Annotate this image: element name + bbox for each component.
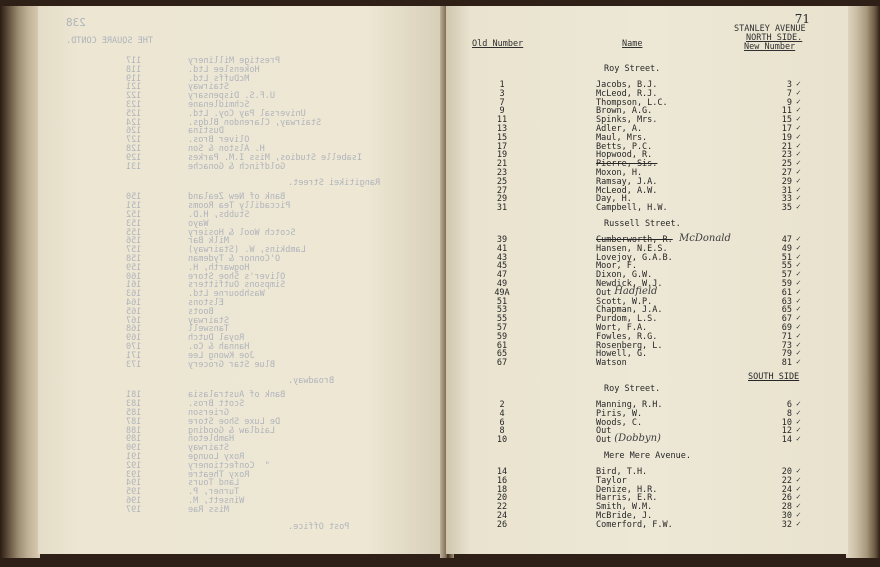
new-number: 27 [781, 168, 792, 178]
bleed-text: Boots [188, 306, 214, 317]
resident-name: Spinks, Mrs. [596, 115, 658, 126]
new-number: 21 [781, 141, 792, 152]
bleed-text: Hannah & Co. [188, 342, 250, 352]
new-number: 35 [781, 203, 792, 214]
new-number: 10 [781, 417, 792, 428]
bleed-text: Simpsons Outfitters [188, 280, 286, 291]
left-page-number: 238 [66, 16, 86, 29]
check-mark-icon: ✓ [796, 175, 801, 185]
bleed-text: O'Connor & Tydeman [188, 254, 281, 264]
bleed-text: Dustina [188, 126, 224, 137]
check-mark-icon: ✓ [796, 407, 801, 417]
bleed-number: 121 [126, 82, 142, 93]
old-number: 6 [499, 417, 505, 428]
bleed-number: 123 [126, 100, 142, 110]
bleed-text: Stairway [188, 315, 229, 326]
new-number: 33 [781, 194, 792, 205]
resident-name: Fowles, R.G. [596, 331, 658, 342]
bleed-number: 128 [126, 144, 142, 154]
new-number: 24 [781, 484, 792, 495]
new-number: 71 [781, 331, 792, 342]
bleed-number: 151 [126, 201, 142, 212]
new-number: 69 [781, 323, 792, 333]
bleed-text: Broadway. [288, 376, 335, 387]
new-number: 61 [781, 287, 792, 298]
new-number: 55 [781, 261, 792, 272]
check-mark-icon: ✓ [796, 330, 801, 340]
old-number: 24 [496, 511, 508, 521]
bleed-number: 126 [126, 126, 142, 137]
old-number: 26 [496, 519, 508, 530]
new-number: 28 [781, 502, 792, 513]
old-number: 59 [496, 331, 508, 342]
bleed-text: Blue Star Grocery [188, 359, 275, 370]
bleed-number: 197 [126, 504, 142, 515]
check-mark-icon: ✓ [796, 357, 801, 367]
check-mark-icon: ✓ [796, 399, 801, 408]
check-mark-icon: ✓ [796, 313, 801, 323]
check-mark-icon: ✓ [796, 131, 801, 141]
new-number: 63 [781, 296, 792, 307]
resident-name: Jacobs, B.J. [596, 80, 658, 90]
bleed-number: 189 [126, 434, 142, 445]
bleed-text: Prestige Millinery [188, 56, 281, 66]
resident-name: Adler, A. [596, 124, 643, 134]
bleed-text: Stairway [188, 443, 229, 454]
old-number: 31 [496, 203, 508, 214]
side-heading: NORTH SIDE. [746, 33, 803, 43]
new-number: 23 [781, 150, 792, 161]
resident-name: Thompson, L.C. [596, 97, 668, 108]
bleed-text: Lambkins, W. (Stairway) [188, 245, 306, 256]
new-number: 29 [781, 176, 792, 187]
old-number: 53 [496, 305, 508, 316]
resident-name: McLeod, A.W. [596, 185, 658, 196]
bleed-number: 165 [126, 306, 142, 317]
check-mark-icon: ✓ [796, 202, 801, 212]
bleed-text: Tanswell [188, 324, 229, 335]
section-title: Roy Street. [604, 384, 661, 394]
new-number: 25 [781, 159, 792, 170]
new-number: 3 [786, 80, 792, 90]
old-number: 19 [496, 150, 508, 161]
resident-name: Comerford, F.W. [596, 519, 673, 530]
bleed-text: Universal Pay Coy. Ltd. [188, 108, 306, 119]
south-side-heading: SOUTH SIDE [748, 372, 800, 382]
bleed-number: 188 [126, 425, 142, 436]
resident-name: Day, H. [596, 194, 632, 205]
table-row [474, 204, 824, 214]
bleed-number: 183 [126, 399, 142, 410]
check-mark-icon: ✓ [796, 242, 801, 252]
check-mark-icon: ✓ [796, 193, 801, 203]
bleed-text: Roxy Lounge [188, 452, 245, 462]
old-number: 20 [496, 493, 508, 504]
resident-name: Moor, F. [596, 261, 637, 272]
resident-name: Cumberworth, R. [596, 235, 673, 245]
old-number: 49A [494, 287, 510, 298]
new-number: 17 [781, 124, 792, 134]
bleed-text: Piccadilly Tea Rooms [188, 201, 291, 212]
resident-name: Maul, Mrs. [596, 132, 648, 143]
resident-name: Piris, W. [596, 408, 643, 419]
bleed-text: Bank of Australasia [188, 390, 286, 401]
check-mark-icon: ✓ [796, 518, 801, 528]
bleed-text: Wayo [188, 218, 209, 229]
bleed-text: Land Tours [188, 478, 240, 489]
section-title: Mere Mere Avenue. [604, 451, 691, 461]
bleed-number: 158 [126, 254, 142, 264]
resident-name: Lovejoy, G.A.B. [596, 252, 673, 263]
resident-name: Brown, A.G. [596, 106, 653, 117]
old-number: 11 [496, 115, 508, 126]
new-number: 26 [781, 493, 792, 504]
bleed-number: 173 [126, 359, 142, 370]
check-mark-icon: ✓ [796, 278, 801, 287]
resident-name: Harris, E.R. [596, 493, 658, 504]
bleed-text: Hokenslee Ltd. [188, 64, 260, 75]
resident-name: Woods, C. [596, 417, 643, 428]
bleed-number: 157 [126, 245, 142, 256]
resident-name: Campbell, H.W. [596, 203, 668, 214]
bleed-text: Royal Dutch [188, 333, 245, 344]
check-mark-icon: ✓ [796, 123, 801, 132]
bleed-text: Milk Bar [188, 236, 229, 247]
new-number: 67 [781, 314, 792, 325]
new-number-header: New Number [744, 42, 796, 52]
new-number: 51 [781, 252, 792, 263]
check-mark-icon: ✓ [796, 295, 801, 305]
bleed-number: 193 [126, 469, 142, 480]
bleed-text: Elstons [188, 298, 224, 308]
left-page [38, 6, 448, 554]
check-mark-icon: ✓ [796, 269, 801, 279]
old-number-header: Old Number [472, 39, 524, 49]
bleed-number: 163 [126, 289, 142, 300]
check-mark-icon: ✓ [796, 466, 801, 475]
bleed-text: Turner, P. [188, 487, 240, 498]
check-mark-icon: ✓ [796, 322, 801, 331]
check-mark-icon: ✓ [796, 251, 801, 261]
check-mark-icon: ✓ [796, 234, 801, 243]
bleed-number: 181 [126, 390, 142, 401]
page-number: 71 [794, 12, 810, 26]
old-number: 55 [496, 314, 508, 325]
old-number: 16 [496, 475, 508, 486]
old-number: 47 [496, 270, 508, 281]
old-number: 41 [496, 243, 508, 254]
street-heading: STANLEY AVENUE [734, 24, 806, 34]
bleed-number: 125 [126, 108, 142, 119]
bleed-text: Rangitikei Street. [288, 178, 381, 189]
new-number: 14 [781, 435, 792, 446]
bleed-text: Goldfinch & Gonache [188, 161, 286, 172]
bleed-text: Grierson [188, 408, 229, 418]
bleed-number: 194 [126, 478, 142, 489]
handwritten-note: (Dobbyn) [614, 433, 661, 445]
bleed-number: 159 [126, 262, 142, 273]
new-number: 9 [786, 97, 792, 108]
old-number: 1 [499, 80, 505, 90]
old-number: 61 [496, 340, 508, 351]
bleed-number: 169 [126, 333, 142, 344]
bleed-text: Joe Kwong Lee [188, 350, 255, 361]
old-number: 67 [496, 358, 508, 369]
old-number: 21 [496, 159, 508, 170]
new-number: 30 [781, 511, 792, 521]
bleed-number: 164 [126, 298, 142, 308]
new-number: 73 [781, 340, 792, 351]
bleed-number: 191 [126, 452, 142, 462]
new-number: 47 [781, 235, 792, 245]
bleed-number: 118 [126, 64, 142, 75]
bleed-number: 124 [126, 117, 142, 128]
bleed-text: Hogwarth, H. [188, 262, 250, 273]
bleed-text: Oliver's Shoe Store [188, 271, 286, 282]
check-mark-icon: ✓ [796, 339, 801, 349]
old-number: 3 [499, 88, 505, 99]
name-header: Name [622, 39, 643, 49]
new-number: 6 [786, 400, 792, 410]
bleed-text: " Confectionery [188, 460, 270, 471]
bleed-text: Schmidlenane [188, 100, 250, 110]
section-title: Roy Street. [604, 64, 661, 74]
check-mark-icon: ✓ [796, 416, 801, 426]
check-mark-icon: ✓ [796, 304, 801, 314]
new-number: 81 [781, 358, 792, 369]
old-number: 65 [496, 349, 508, 360]
old-number: 45 [496, 261, 508, 272]
bleed-number: 127 [126, 135, 142, 146]
old-number: 10 [496, 435, 508, 446]
bleed-number: 122 [126, 91, 142, 102]
bleed-text: Scott Bros. [188, 399, 245, 410]
bleed-text: McDuffs Ltd. [188, 73, 250, 84]
check-mark-icon: ✓ [796, 501, 801, 511]
resident-name: Chapman, J.A. [596, 305, 663, 316]
bleed-number: 171 [126, 350, 142, 361]
resident-name: Smith, W.M. [596, 502, 653, 513]
old-number: 23 [496, 168, 508, 178]
resident-name: McBride, J. [596, 511, 653, 521]
bleed-text: Roxy Theatre [188, 469, 250, 480]
resident-name: Pierre, Sis. [596, 159, 658, 170]
bleed-number: 187 [126, 416, 142, 427]
bleed-text: H. Alston & Son [188, 144, 265, 154]
bleed-number: 155 [126, 227, 142, 238]
resident-name: Watson [596, 358, 627, 369]
resident-name: Moxon, H. [596, 168, 643, 178]
resident-name: Bird, T.H. [596, 467, 648, 477]
check-mark-icon: ✓ [796, 114, 801, 124]
check-mark-icon: ✓ [796, 425, 801, 435]
resident-name: Out [596, 435, 612, 446]
bleed-text: U.F.S. Dispensary [188, 91, 275, 102]
new-number: 65 [781, 305, 792, 316]
new-number: 79 [781, 349, 792, 360]
new-number: 7 [786, 88, 792, 99]
bleed-number: 129 [126, 152, 142, 163]
resident-name: Manning, R.H. [596, 400, 663, 410]
bleed-number: 153 [126, 218, 142, 229]
check-mark-icon: ✓ [796, 96, 801, 106]
old-number: 18 [496, 484, 508, 495]
bleed-number: 168 [126, 324, 142, 335]
old-number: 49 [496, 279, 508, 289]
right-page-edges [846, 6, 880, 558]
new-number: 19 [781, 132, 792, 143]
resident-name: Hansen, N.E.S. [596, 243, 668, 254]
bleed-text: Stairway, Clarendon Bldgs. [188, 117, 322, 128]
bleed-text: Winsett, M. [188, 496, 245, 506]
old-number: 51 [496, 296, 508, 307]
handwritten-note: McDonald [679, 233, 731, 244]
bleed-text: Washbourne Ltd. [188, 289, 265, 300]
new-number: 15 [781, 115, 792, 126]
check-mark-icon: ✓ [796, 105, 801, 115]
bleed-number: 196 [126, 496, 142, 506]
check-mark-icon: ✓ [796, 483, 801, 493]
check-mark-icon: ✓ [796, 348, 801, 358]
check-mark-icon: ✓ [796, 492, 801, 502]
old-number: 25 [496, 176, 508, 187]
new-number: 59 [781, 279, 792, 289]
table-row [474, 359, 824, 369]
old-number: 22 [496, 502, 508, 513]
resident-name: Rosenberg, L. [596, 340, 663, 351]
bleed-text: Oliver Bros. [188, 135, 250, 146]
check-mark-icon: ✓ [796, 260, 801, 270]
new-number: 12 [781, 426, 792, 437]
section-title: Russell Street. [604, 219, 681, 229]
bleed-number: 156 [126, 236, 142, 247]
resident-name: Dixon, G.W. [596, 270, 653, 281]
old-number: 15 [496, 132, 508, 143]
old-number: 7 [499, 97, 505, 108]
bleed-number: 117 [126, 56, 142, 66]
new-number: 31 [781, 185, 792, 196]
resident-name: Taylor [596, 475, 627, 486]
new-number: 57 [781, 270, 792, 281]
check-mark-icon: ✓ [796, 149, 801, 159]
bleed-text: Stubbs, H.D. [188, 210, 250, 220]
bleed-number: 160 [126, 271, 142, 282]
check-mark-icon: ✓ [796, 79, 801, 88]
old-number: 4 [499, 408, 505, 419]
check-mark-icon: ✓ [796, 510, 801, 519]
resident-name: Wort, F.A. [596, 323, 648, 333]
bleed-number: 170 [126, 342, 142, 352]
old-number: 43 [496, 252, 508, 263]
resident-name: Out [596, 426, 612, 437]
table-row [474, 518, 824, 531]
check-mark-icon: ✓ [796, 167, 801, 176]
new-number: 49 [781, 243, 792, 254]
resident-name: Hopwood, R. [596, 150, 653, 161]
old-number: 17 [496, 141, 508, 152]
check-mark-icon: ✓ [796, 140, 801, 150]
check-mark-icon: ✓ [796, 434, 801, 444]
old-number: 9 [499, 106, 505, 117]
bleed-number: 161 [126, 280, 142, 291]
resident-name: Newdick, W.J. [596, 279, 663, 289]
old-number: 2 [499, 400, 505, 410]
bleed-text: De Luxe Shoe Store [188, 416, 281, 427]
old-number: 13 [496, 124, 508, 134]
table-row [474, 433, 824, 446]
old-number: 8 [499, 426, 505, 437]
bleed-text: Stairway [188, 82, 229, 93]
bleed-text: Miss Rae [188, 504, 229, 515]
right-page [446, 6, 848, 554]
old-number: 27 [496, 185, 508, 196]
left-page-title: THE SQUARE CONTD. [66, 36, 153, 46]
bleed-number: 131 [126, 161, 142, 172]
old-number: 57 [496, 323, 508, 333]
bleed-text: Bank of New Zealand [188, 192, 286, 203]
bleed-text: Isabelle Studios, Miss I.M. Parkes [188, 152, 362, 163]
check-mark-icon: ✓ [796, 184, 801, 194]
resident-name: Ramsay, J.A. [596, 176, 658, 187]
bleed-number: 190 [126, 443, 142, 454]
bleed-number: 192 [126, 460, 142, 471]
handwritten-note: Hadfield [614, 285, 658, 297]
new-number: 11 [781, 106, 792, 117]
resident-name: Scott, W.P. [596, 296, 653, 307]
bleed-number: 185 [126, 408, 142, 418]
new-number: 22 [781, 475, 792, 486]
bleed-text: Scotch Wool & Hosiery [188, 227, 296, 238]
old-number: 39 [496, 235, 508, 245]
resident-name: Denize, H.R. [596, 484, 658, 495]
new-number: 32 [781, 519, 792, 530]
check-mark-icon: ✓ [796, 158, 801, 168]
new-number: 8 [786, 408, 792, 419]
check-mark-icon: ✓ [796, 474, 801, 484]
check-mark-icon: ✓ [796, 87, 801, 97]
old-number: 29 [496, 194, 508, 205]
resident-name: Out [596, 287, 612, 298]
bleed-number: 195 [126, 487, 142, 498]
bleed-number: 167 [126, 315, 142, 326]
new-number: 20 [781, 467, 792, 477]
resident-name: McLeod, R.J. [596, 88, 658, 99]
check-mark-icon: ✓ [796, 286, 801, 296]
resident-name: Purdom, L.S. [596, 314, 658, 325]
resident-name: Howell, G. [596, 349, 648, 360]
old-number: 14 [496, 467, 508, 477]
resident-name: Betts, P.C. [596, 141, 653, 152]
bleed-number: 150 [126, 192, 142, 203]
bleed-text: Hambleton [188, 434, 235, 445]
left-page-edges [0, 6, 40, 558]
bleed-text: Laidlaw & Gooding [188, 425, 275, 436]
bleed-text: Post Office. [288, 521, 350, 532]
bleed-number: 152 [126, 210, 142, 220]
bleed-number: 119 [126, 73, 142, 84]
